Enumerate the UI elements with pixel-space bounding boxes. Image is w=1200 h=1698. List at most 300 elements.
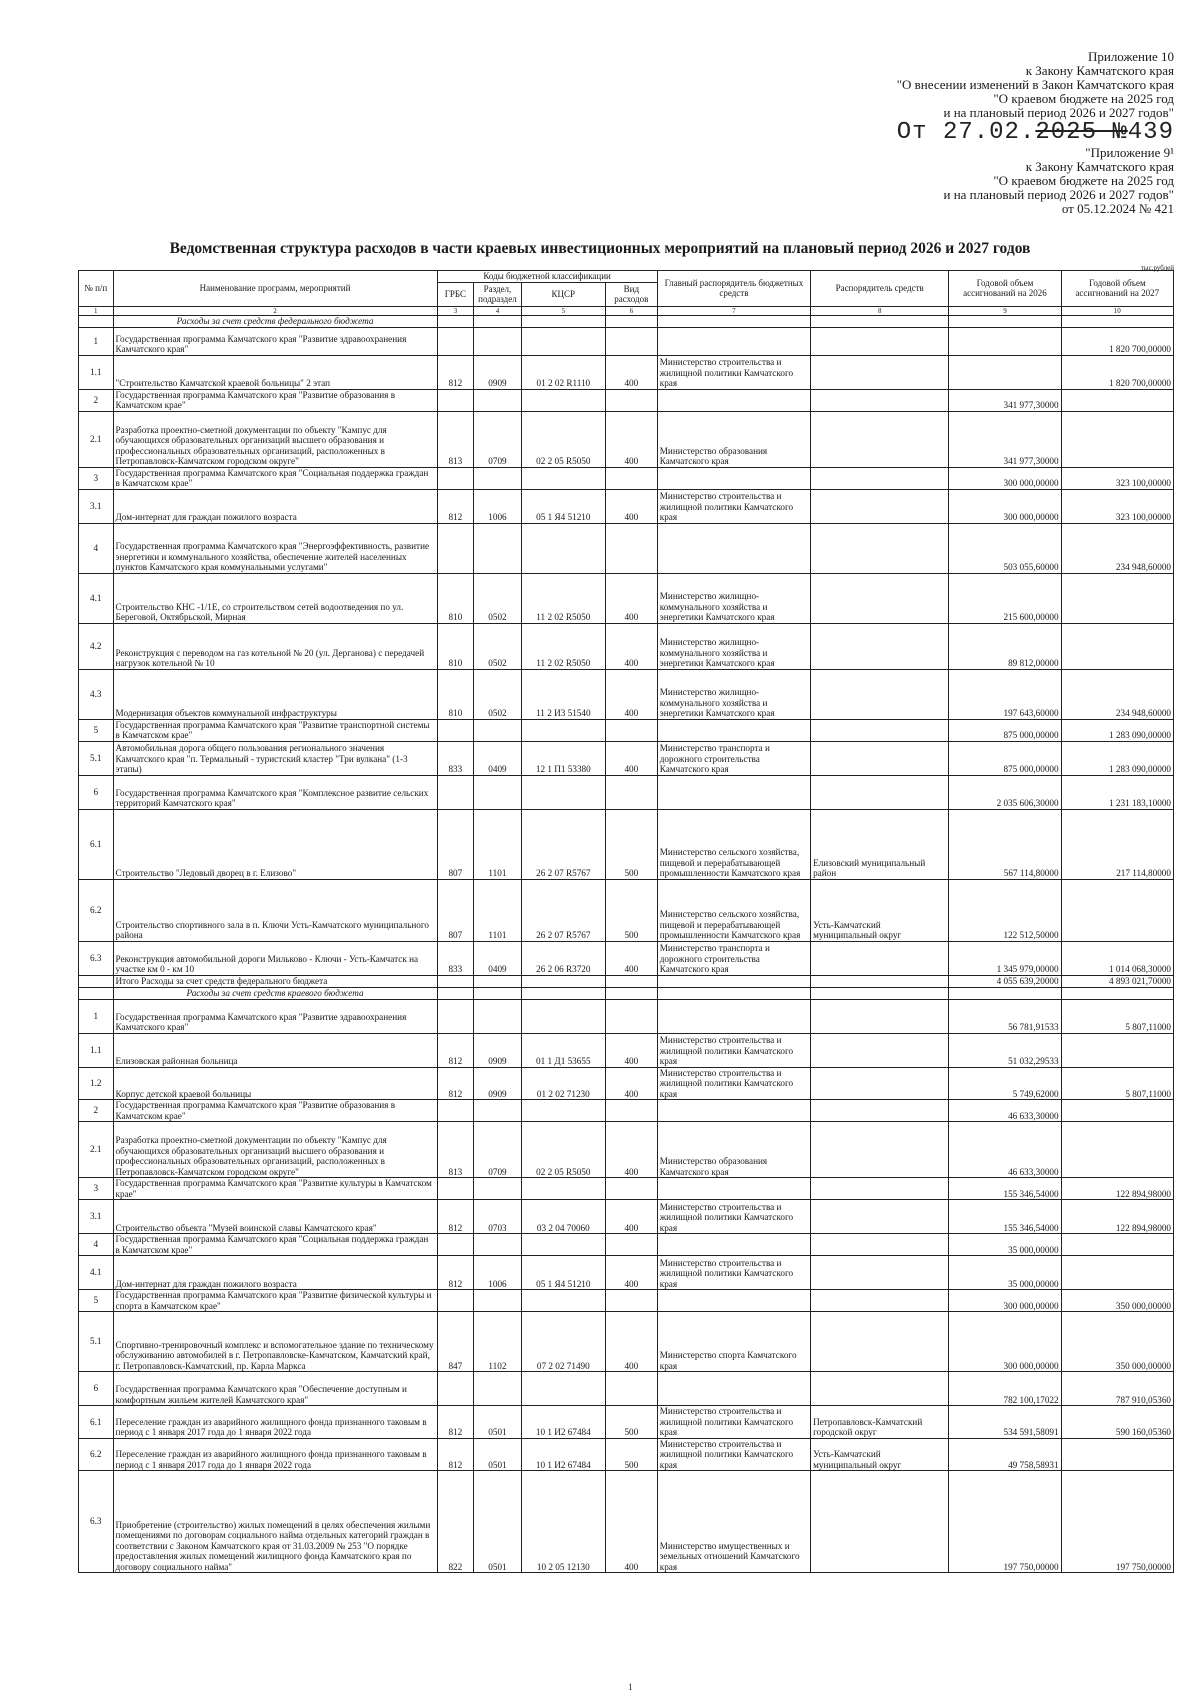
row-amount-2027: 323 100,00000 (1061, 489, 1173, 523)
row-section: 1102 (474, 1312, 522, 1372)
row-manager (811, 467, 949, 489)
row-amount-2027 (1061, 1256, 1173, 1290)
row-vid: 400 (605, 1122, 657, 1178)
row-number: 1.1 (79, 1033, 114, 1067)
section-heading-row (79, 987, 1174, 999)
table-row (79, 467, 1174, 489)
table-row (79, 523, 1174, 573)
table-row (79, 623, 1174, 669)
row-manager (811, 1471, 949, 1573)
column-index-cell: 10 (1061, 306, 1173, 315)
total-2026: 4 055 639,20000 (949, 975, 1061, 987)
row-section: 1101 (474, 879, 522, 941)
table-row (79, 411, 1174, 467)
row-manager (811, 1122, 949, 1178)
row-section: 0909 (474, 1067, 522, 1100)
row-main-manager: Министерство транспорта и дорожного строительства Камчатского края (657, 741, 810, 775)
row-main-manager: Министерство образования Камчатского края (657, 1122, 810, 1178)
row-section (474, 1372, 522, 1406)
row-main-manager (657, 327, 810, 355)
row-amount-2027 (1061, 1438, 1173, 1471)
row-amount-2026: 300 000,00000 (949, 489, 1061, 523)
table-row (79, 809, 1174, 879)
row-name: Спортивно-тренировочный комплекс и вспомогательное здание по техническому обслуживанию автомобилей в г. Петропавловске-Камчатском, Камчатский край, г. Петропавловск-Камчатский, пр. Карла Маркса (113, 1312, 437, 1372)
units-label: тыс.рублей (1140, 264, 1174, 272)
row-section (474, 1100, 522, 1122)
row-kcsr: 01 2 02 71230 (521, 1067, 605, 1100)
row-grbs (437, 1100, 474, 1122)
row-grbs: 812 (437, 1067, 474, 1100)
row-number: 4 (79, 1234, 114, 1256)
total-row (79, 975, 1174, 987)
row-amount-2027: 1 283 090,00000 (1061, 719, 1173, 741)
document-title: Ведомственная структура расходов в части краевых инвестиционных мероприятий на плановый период 2026 и 2027 годов (169, 240, 1031, 257)
table-row (79, 999, 1174, 1033)
row-vid: 400 (605, 1033, 657, 1067)
row-number: 1.2 (79, 1067, 114, 1100)
row-number: 2 (79, 1100, 114, 1122)
row-vid: 400 (605, 941, 657, 975)
row-name: Разработка проектно-сметной документации по объекту "Кампус для обучающихся образовательных организаций высшего образования и профессиональных образовательных организаций, расположенных в Петропавловск-Камчатском городском округе" (113, 411, 437, 467)
row-manager (811, 941, 949, 975)
section-heading: Расходы за счет средств краевого бюджета (113, 987, 437, 999)
row-grbs: 813 (437, 1122, 474, 1178)
row-main-manager (657, 1234, 810, 1256)
row-vid: 500 (605, 1406, 657, 1439)
row-amount-2026: 782 100,17022 (949, 1372, 1061, 1406)
total-label: Итого Расходы за счет средств федерального бюджета (113, 975, 437, 987)
table-row (79, 741, 1174, 775)
row-amount-2027: 1 820 700,00000 (1061, 327, 1173, 355)
row-amount-2026: 49 758,58931 (949, 1438, 1061, 1471)
row-name: Реконструкция с переводом на газ котельной № 20 (ул. Дерганова) с передачей нагрузок котельной № 10 (113, 623, 437, 669)
row-number: 2.1 (79, 1122, 114, 1178)
row-name: Дом-интернат для граждан пожилого возраста (113, 489, 437, 523)
row-section (474, 999, 522, 1033)
row-main-manager (657, 1372, 810, 1406)
row-section: 0709 (474, 1122, 522, 1178)
row-amount-2026 (949, 355, 1061, 389)
row-amount-2027: 1 820 700,00000 (1061, 355, 1173, 389)
row-vid (605, 389, 657, 411)
row-kcsr: 10 2 05 12130 (521, 1471, 605, 1573)
row-manager (811, 1256, 949, 1290)
row-section (474, 775, 522, 809)
col-main-manager: Главный распорядитель бюджетных средств (657, 271, 810, 307)
row-kcsr: 07 2 02 71490 (521, 1312, 605, 1372)
table-row (79, 719, 1174, 741)
row-manager (811, 719, 949, 741)
col-num: № п/п (79, 271, 114, 307)
row-main-manager: Министерство образования Камчатского края (657, 411, 810, 467)
row-grbs: 812 (437, 1033, 474, 1067)
row-manager (811, 1033, 949, 1067)
header-line: Приложение 10 (1087, 49, 1174, 64)
table-row (79, 489, 1174, 523)
row-name: Автомобильная дорога общего пользования регионального значения Камчатского края "п. Термальный - туристский кластер "Три вулкана" (1-3 этапы) (113, 741, 437, 775)
row-kcsr: 05 1 Я4 51210 (521, 489, 605, 523)
row-amount-2027 (1061, 1122, 1173, 1178)
row-vid: 400 (605, 355, 657, 389)
row-section: 0709 (474, 411, 522, 467)
row-grbs (437, 467, 474, 489)
row-vid (605, 523, 657, 573)
row-kcsr: 02 2 05 R5050 (521, 1122, 605, 1178)
row-grbs: 810 (437, 623, 474, 669)
column-index-row (79, 306, 1174, 315)
row-number: 6.3 (79, 941, 114, 975)
row-amount-2026: 46 633,30000 (949, 1100, 1061, 1122)
row-main-manager: Министерство имущественных и земельных отношений Камчатского края (657, 1471, 810, 1573)
row-vid (605, 1290, 657, 1312)
col-section: Раздел, подраздел (474, 282, 522, 306)
row-amount-2027: 234 948,60000 (1061, 523, 1173, 573)
row-kcsr: 11 2 02 R5050 (521, 573, 605, 623)
row-grbs: 833 (437, 941, 474, 975)
row-amount-2027 (1061, 411, 1173, 467)
row-amount-2026: 567 114,80000 (949, 809, 1061, 879)
row-vid (605, 1100, 657, 1122)
row-grbs (437, 719, 474, 741)
row-amount-2027 (1061, 1234, 1173, 1256)
row-grbs: 812 (437, 1256, 474, 1290)
row-section (474, 327, 522, 355)
row-number: 6.2 (79, 879, 114, 941)
document-header (897, 50, 1174, 216)
row-manager (811, 489, 949, 523)
row-name: Государственная программа Камчатского края "Развитие образования в Камчатском крае" (113, 389, 437, 411)
row-main-manager (657, 523, 810, 573)
row-amount-2026: 56 781,91533 (949, 999, 1061, 1033)
row-name: "Строительство Камчатской краевой больницы" 2 этап (113, 355, 437, 389)
row-section (474, 523, 522, 573)
row-kcsr: 03 2 04 70060 (521, 1200, 605, 1234)
row-vid (605, 327, 657, 355)
row-grbs (437, 327, 474, 355)
row-name: Переселение граждан из аварийного жилищного фонда признанного таковым в период с 1 января 2017 года до 1 января 2022 года (113, 1438, 437, 1471)
row-amount-2026: 89 812,00000 (949, 623, 1061, 669)
row-main-manager (657, 389, 810, 411)
row-main-manager (657, 1100, 810, 1122)
column-index-cell: 9 (949, 306, 1061, 315)
row-section (474, 467, 522, 489)
header-line: от 05.12.2024 № 421 (1061, 201, 1174, 216)
row-name: Государственная программа Камчатского края "Развитие культуры в Камчатском крае" (113, 1178, 437, 1200)
header-line: "Приложение 9¹ (1085, 145, 1174, 160)
row-number: 6 (79, 775, 114, 809)
row-number: 2 (79, 389, 114, 411)
row-grbs (437, 999, 474, 1033)
row-manager (811, 775, 949, 809)
row-vid: 400 (605, 489, 657, 523)
row-vid: 400 (605, 411, 657, 467)
row-grbs: 813 (437, 411, 474, 467)
row-name: Разработка проектно-сметной документации по объекту "Кампус для обучающихся образовательных организаций высшего образования и профессиональных образовательных организаций, расположенных в Петропавловск-Камчатском городском округе" (113, 1122, 437, 1178)
row-manager (811, 327, 949, 355)
row-grbs (437, 389, 474, 411)
row-grbs: 812 (437, 355, 474, 389)
row-manager (811, 523, 949, 573)
table-row (79, 1471, 1174, 1573)
row-vid: 400 (605, 741, 657, 775)
row-amount-2027: 323 100,00000 (1061, 467, 1173, 489)
column-index-cell: 8 (811, 306, 949, 315)
row-manager (811, 669, 949, 719)
row-vid (605, 999, 657, 1033)
row-main-manager: Министерство строительства и жилищной политики Камчатского края (657, 1033, 810, 1067)
row-number: 3 (79, 1178, 114, 1200)
row-amount-2027: 350 000,00000 (1061, 1290, 1173, 1312)
row-section: 1006 (474, 489, 522, 523)
header-line: "О краевом бюджете на 2025 год (993, 173, 1174, 188)
column-index-cell: 5 (521, 306, 605, 315)
column-index-cell: 2 (113, 306, 437, 315)
row-number: 5.1 (79, 741, 114, 775)
col-manager: Распорядитель средств (811, 271, 949, 307)
row-number: 6.3 (79, 1471, 114, 1573)
column-index-cell: 6 (605, 306, 657, 315)
row-main-manager: Министерство жилищно-коммунального хозяйства и энергетики Камчатского края (657, 669, 810, 719)
row-name: Строительство объекта "Музей воинской славы Камчатского края" (113, 1200, 437, 1234)
row-number: 1.1 (79, 355, 114, 389)
row-amount-2027: 590 160,05360 (1061, 1406, 1173, 1439)
row-amount-2027: 787 910,05360 (1061, 1372, 1173, 1406)
row-amount-2026: 341 977,30000 (949, 389, 1061, 411)
col-2026: Годовой объем ассигнований на 2026 (949, 271, 1061, 307)
row-amount-2026: 300 000,00000 (949, 1290, 1061, 1312)
row-grbs: 833 (437, 741, 474, 775)
row-grbs (437, 1290, 474, 1312)
row-name: Переселение граждан из аварийного жилищного фонда признанного таковым в период с 1 января 2017 года до 1 января 2022 года (113, 1406, 437, 1439)
row-amount-2026: 122 512,50000 (949, 879, 1061, 941)
page-mark: 1 (628, 1682, 633, 1692)
row-kcsr: 10 1 И2 67484 (521, 1438, 605, 1471)
table-row (79, 1312, 1174, 1372)
row-name: Модернизация объектов коммунальной инфраструктуры (113, 669, 437, 719)
row-vid: 400 (605, 669, 657, 719)
row-amount-2027: 197 750,00000 (1061, 1471, 1173, 1573)
row-kcsr: 12 1 П1 53380 (521, 741, 605, 775)
row-amount-2026: 155 346,54000 (949, 1178, 1061, 1200)
column-index-cell: 1 (79, 306, 114, 315)
row-manager: Елизовский муниципальный район (811, 809, 949, 879)
row-amount-2027: 122 894,98000 (1061, 1200, 1173, 1234)
row-section: 0909 (474, 355, 522, 389)
row-name: Корпус детской краевой больницы (113, 1067, 437, 1100)
row-amount-2026: 197 750,00000 (949, 1471, 1061, 1573)
table-row (79, 1256, 1174, 1290)
row-number: 6.1 (79, 1406, 114, 1439)
row-kcsr (521, 467, 605, 489)
row-main-manager: Министерство строительства и жилищной политики Камчатского края (657, 1256, 810, 1290)
col-grbs: ГРБС (437, 282, 474, 306)
row-amount-2026: 503 055,60000 (949, 523, 1061, 573)
row-main-manager (657, 775, 810, 809)
row-manager (811, 1372, 949, 1406)
row-amount-2027 (1061, 1100, 1173, 1122)
row-number: 2.1 (79, 411, 114, 467)
row-vid: 500 (605, 879, 657, 941)
row-number: 4 (79, 523, 114, 573)
row-name: Государственная программа Камчатского края "Развитие транспортной системы в Камчатском крае" (113, 719, 437, 741)
row-manager (811, 355, 949, 389)
row-main-manager: Министерство строительства и жилищной политики Камчатского края (657, 489, 810, 523)
row-section: 0409 (474, 741, 522, 775)
row-amount-2026: 534 591,58091 (949, 1406, 1061, 1439)
row-vid: 400 (605, 573, 657, 623)
row-amount-2027: 122 894,98000 (1061, 1178, 1173, 1200)
row-kcsr (521, 523, 605, 573)
row-grbs: 812 (437, 489, 474, 523)
row-kcsr (521, 1290, 605, 1312)
row-main-manager: Министерство строительства и жилищной политики Камчатского края (657, 1200, 810, 1234)
row-main-manager: Министерство строительства и жилищной политики Камчатского края (657, 1438, 810, 1471)
table-row (79, 573, 1174, 623)
row-amount-2027 (1061, 573, 1173, 623)
row-manager (811, 389, 949, 411)
row-number: 6.1 (79, 809, 114, 879)
row-amount-2027 (1061, 879, 1173, 941)
row-section: 0501 (474, 1438, 522, 1471)
date-stamp (897, 120, 1174, 146)
row-kcsr (521, 1100, 605, 1122)
row-amount-2026: 46 633,30000 (949, 1122, 1061, 1178)
row-name: Приобретение (строительство) жилых помещений в целях обеспечения жилыми помещениями по договорам социального найма отдельных категорий граждан в соответствии с Законом Камчатского края от 31.03.2009 № 253 "О порядке предоставления жилых помещений жилищного фонда Камчатского края по договору социального найма" (113, 1471, 437, 1573)
row-grbs: 822 (437, 1471, 474, 1573)
row-manager (811, 623, 949, 669)
row-main-manager: Министерство строительства и жилищной политики Камчатского края (657, 355, 810, 389)
row-vid (605, 1234, 657, 1256)
row-kcsr: 02 2 05 R5050 (521, 411, 605, 467)
row-vid: 400 (605, 1200, 657, 1234)
table-row (79, 879, 1174, 941)
header-line: к Закону Камчатского края (1025, 63, 1174, 78)
row-main-manager: Министерство строительства и жилищной политики Камчатского края (657, 1067, 810, 1100)
row-manager: Петропавловск-Камчатский городской округ (811, 1406, 949, 1439)
row-kcsr (521, 1234, 605, 1256)
row-name: Елизовская районная больница (113, 1033, 437, 1067)
row-vid: 400 (605, 1256, 657, 1290)
row-kcsr: 01 1 Д1 53655 (521, 1033, 605, 1067)
row-name: Строительство спортивного зала в п. Ключи Усть-Камчатского муниципального района (113, 879, 437, 941)
row-kcsr: 26 2 07 R5767 (521, 879, 605, 941)
row-name: Государственная программа Камчатского края "Комплексное развитие сельских территорий Камчатского края" (113, 775, 437, 809)
row-number: 4.2 (79, 623, 114, 669)
table-row (79, 1438, 1174, 1471)
column-index-cell: 4 (474, 306, 522, 315)
table-row (79, 355, 1174, 389)
table-row (79, 389, 1174, 411)
row-name: Государственная программа Камчатского края "Развитие образования в Камчатском крае" (113, 1100, 437, 1122)
row-vid (605, 719, 657, 741)
row-manager (811, 741, 949, 775)
row-grbs (437, 523, 474, 573)
row-section (474, 1178, 522, 1200)
row-manager (811, 1200, 949, 1234)
row-section: 0501 (474, 1406, 522, 1439)
row-main-manager: Министерство транспорта и дорожного строительства Камчатского края (657, 941, 810, 975)
row-grbs: 807 (437, 879, 474, 941)
row-main-manager: Министерство жилищно-коммунального хозяйства и энергетики Камчатского края (657, 623, 810, 669)
row-grbs: 807 (437, 809, 474, 879)
row-vid: 500 (605, 1438, 657, 1471)
row-kcsr (521, 719, 605, 741)
row-main-manager (657, 1290, 810, 1312)
row-amount-2026: 341 977,30000 (949, 411, 1061, 467)
row-main-manager (657, 999, 810, 1033)
table-row (79, 775, 1174, 809)
row-vid: 400 (605, 1312, 657, 1372)
row-kcsr: 26 2 07 R5767 (521, 809, 605, 879)
row-main-manager: Министерство жилищно-коммунального хозяйства и энергетики Камчатского края (657, 573, 810, 623)
row-section: 0909 (474, 1033, 522, 1067)
row-grbs: 810 (437, 669, 474, 719)
column-index-cell: 3 (437, 306, 474, 315)
row-name: Государственная программа Камчатского края "Развитие здравоохранения Камчатского края" (113, 327, 437, 355)
row-kcsr: 26 2 06 R3720 (521, 941, 605, 975)
row-main-manager: Министерство сельского хозяйства, пищевой и перерабатывающей промышленности Камчатского края (657, 809, 810, 879)
row-amount-2027 (1061, 389, 1173, 411)
col-codes-group: Коды бюджетной классификации (437, 271, 657, 283)
stamp-number: 439 (1127, 119, 1174, 146)
table-row (79, 1033, 1174, 1067)
header-line: "О краевом бюджете на 2025 год (993, 91, 1174, 106)
col-name: Наименование программ, мероприятий (113, 271, 437, 307)
row-section: 1101 (474, 809, 522, 879)
row-manager (811, 1312, 949, 1372)
row-name: Государственная программа Камчатского края "Развитие физической культуры и спорта в Камчатском крае" (113, 1290, 437, 1312)
row-name: Государственная программа Камчатского края "Развитие здравоохранения Камчатского края" (113, 999, 437, 1033)
stamp-prefix: От 27.02. (896, 119, 1036, 146)
row-main-manager (657, 467, 810, 489)
col-2027: Годовой объем ассигнований на 2027 (1061, 271, 1173, 307)
row-number: 6 (79, 1372, 114, 1406)
row-name: Государственная программа Камчатского края "Энергоэффективность, развитие энергетики и коммунального хозяйства, обеспечение жителей населенных пунктов Камчатского края коммунальными услугами" (113, 523, 437, 573)
row-section (474, 389, 522, 411)
row-kcsr: 10 1 И2 67484 (521, 1406, 605, 1439)
row-amount-2027 (1061, 1033, 1173, 1067)
row-kcsr (521, 775, 605, 809)
row-section: 0703 (474, 1200, 522, 1234)
row-kcsr: 01 2 02 R1110 (521, 355, 605, 389)
header-line: "О внесении изменений в Закон Камчатского края (896, 77, 1174, 92)
row-amount-2027: 1 231 183,10000 (1061, 775, 1173, 809)
row-amount-2026: 155 346,54000 (949, 1200, 1061, 1234)
row-amount-2026 (949, 327, 1061, 355)
row-manager (811, 1234, 949, 1256)
row-name: Строительство "Ледовый дворец в г. Елизово" (113, 809, 437, 879)
row-name: Строительство КНС -1/1Е, со строительством сетей водоотведения по ул. Береговой, Октябрьской, Мирная (113, 573, 437, 623)
row-amount-2026: 5 749,62000 (949, 1067, 1061, 1100)
section-heading-row (79, 315, 1174, 327)
row-name: Государственная программа Камчатского края "Социальная поддержка граждан в Камчатском крае" (113, 467, 437, 489)
row-kcsr: 11 2 И3 51540 (521, 669, 605, 719)
row-section (474, 719, 522, 741)
row-name: Государственная программа Камчатского края "Обеспечение доступным и комфортным жильем жителей Камчатского края" (113, 1372, 437, 1406)
row-manager (811, 1100, 949, 1122)
table-row (79, 1122, 1174, 1178)
table-row (79, 941, 1174, 975)
row-amount-2026: 875 000,00000 (949, 719, 1061, 741)
row-vid (605, 1372, 657, 1406)
row-section: 0501 (474, 1471, 522, 1573)
row-vid: 500 (605, 809, 657, 879)
column-index-cell: 7 (657, 306, 810, 315)
row-number: 5.1 (79, 1312, 114, 1372)
row-number: 4.1 (79, 1256, 114, 1290)
row-kcsr (521, 999, 605, 1033)
row-manager (811, 999, 949, 1033)
